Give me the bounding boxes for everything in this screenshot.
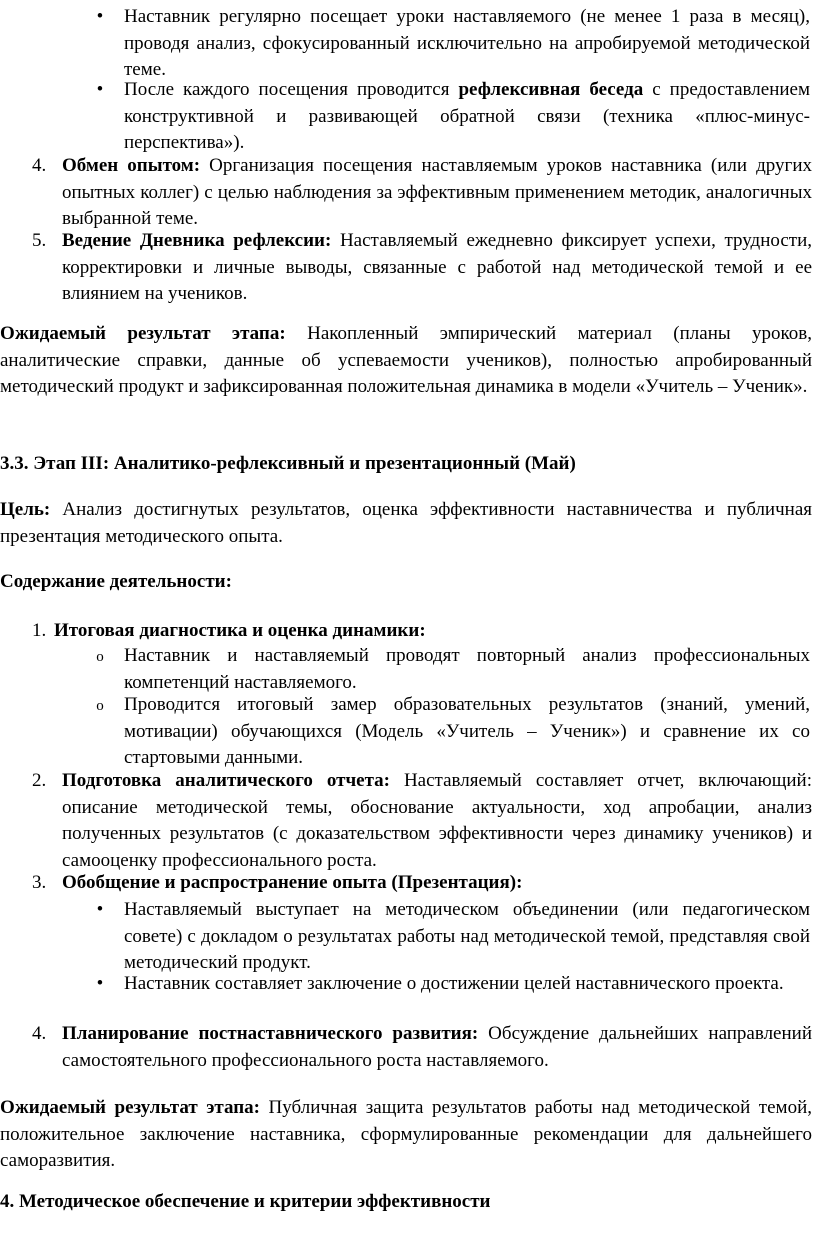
item-post-mentoring-planning: Планирование постнаставнического развития: Обсуждение дальнейших направлений самостоятельного профессионального роста наставляемого. <box>62 1023 812 1071</box>
item-analytical-report: Подготовка аналитического отчета: Наставляемый составляет отчет, включающий: описание методической темы, обоснование актуальности, ход апробации, анализ полученных результатов (с доказательством эффективности через динамику учеников) и самооценку профессионального роста. <box>62 770 812 871</box>
bullet-marker <box>90 971 110 998</box>
list-number: 4. <box>32 155 47 176</box>
section-heading-3-3: 3.3. Этап III: Аналитико-рефлексивный и презентационный (Май) <box>0 453 576 474</box>
item-experience-exchange: Обмен опытом: Организация посещения наставляемым уроков наставника (или других опытных коллег) с целью наблюдения за эффективным применением методик, аналогичных выбранной теме. <box>62 155 812 229</box>
list-number: 1. <box>32 620 47 641</box>
bullet-mentor-visits: Наставник регулярно посещает уроки наставляемого (не менее 1 раза в месяц), проводя анализ, сфокусированный исключительно на апробируемой методической теме. <box>124 6 810 80</box>
subitem-final-measurement: Проводится итоговый замер образовательных результатов (знаний, умений, мотивации) обучающихся (Модель «Учитель – Ученик») и сравнение их со стартовыми данными. <box>124 694 810 768</box>
list-number: 5. <box>32 230 47 251</box>
bullet-marker <box>90 897 110 924</box>
activity-content-heading: Содержание деятельности: <box>0 571 232 592</box>
item-reflection-diary: Ведение Дневника рефлексии: Наставляемый ежедневно фиксирует успехи, трудности, корректировки и личные выводы, связанные с работой над методической темой и ее влиянием на учеников. <box>62 230 812 304</box>
stage3-goal: Цель: Анализ достигнутых результатов, оценка эффективности наставничества и публичная презентация методического опыта. <box>0 499 812 547</box>
section-heading-4: 4. Методическое обеспечение и критерии эффективности <box>0 1191 491 1212</box>
item-presentation: Обобщение и распространение опыта (Презентация): <box>62 872 523 893</box>
bullet-mentee-speech: Наставляемый выступает на методическом объединении (или педагогическом совете) с докладом о результатах работы над методической темой, представляя свой методический продукт. <box>124 899 810 973</box>
stage2-expected-result: Ожидаемый результат этапа: Накопленный эмпирический материал (планы уроков, аналитические справки, данные об успеваемости учеников), полностью апробированный методический продукт и зафиксированная положительная динамика в модели «Учитель – Ученик». <box>0 323 812 397</box>
list-number: 2. <box>32 770 47 791</box>
bullet-marker <box>90 77 110 104</box>
bullet-marker <box>90 4 110 31</box>
list-number: 4. <box>32 1023 47 1044</box>
bullet-mentor-conclusion: Наставник составляет заключение о достижении целей наставнического проекта. <box>124 973 784 994</box>
stage3-expected-result: Ожидаемый результат этапа: Публичная защита результатов работы над методической темой, положительное заключение наставника, сформулированные рекомендации для дальнейшего саморазвития. <box>0 1097 812 1171</box>
circle-bullet-icon <box>90 643 110 671</box>
circle-bullet-icon <box>90 692 110 720</box>
subitem-repeat-analysis: Наставник и наставляемый проводят повторный анализ профессиональных компетенций наставляемого. <box>124 645 810 693</box>
item-final-diagnostics: Итоговая диагностика и оценка динамики: <box>54 620 426 641</box>
bullet-reflexive-talk: После каждого посещения проводится рефлексивная беседа с предоставлением конструктивной и развивающей обратной связи (техника «плюс-минус-перспектива»). <box>124 79 810 153</box>
list-number: 3. <box>32 872 47 893</box>
